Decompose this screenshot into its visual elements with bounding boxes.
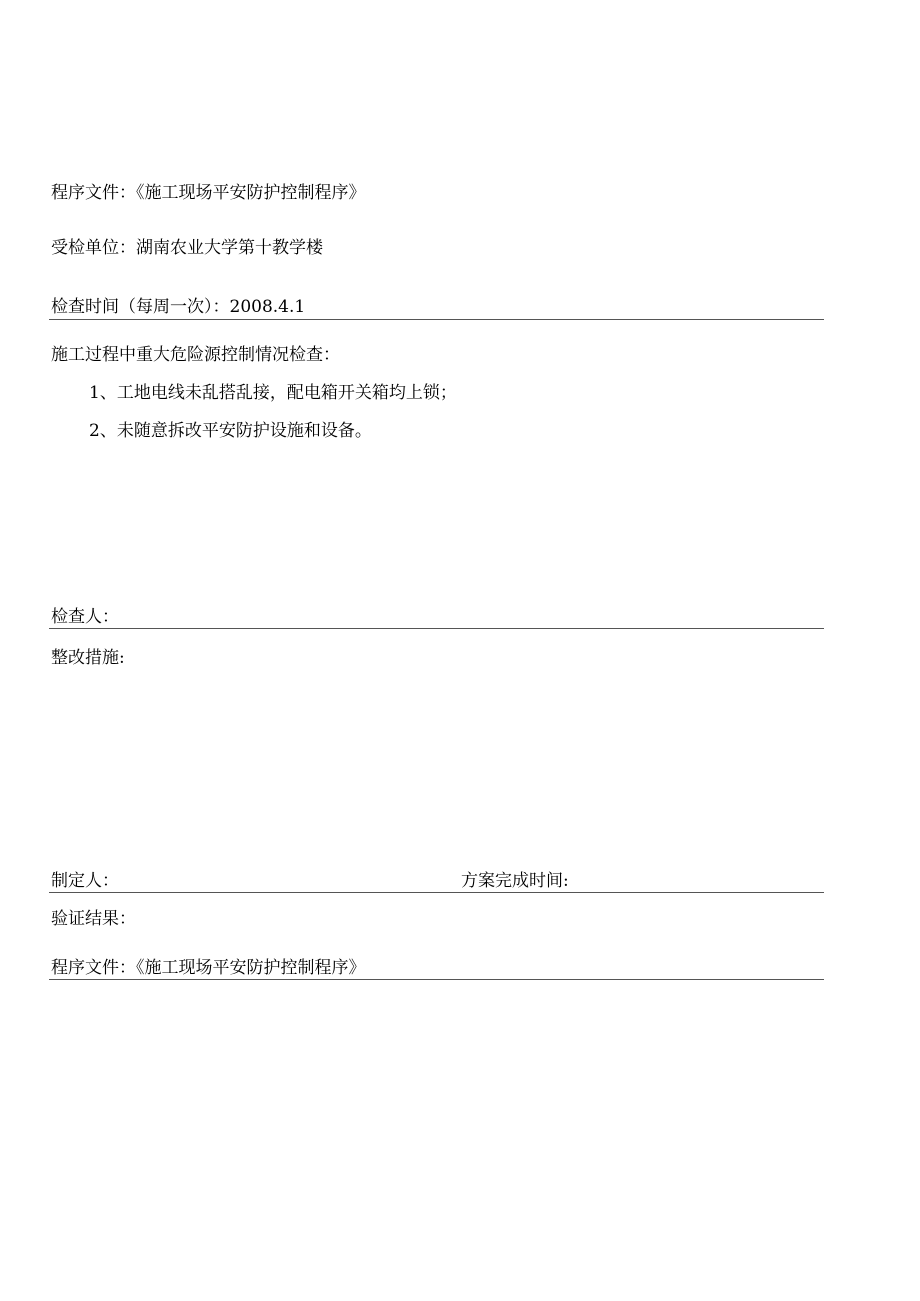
inspection-time: 检查时间（每周一次）：2008.4.1 <box>51 297 306 317</box>
divider <box>49 892 824 893</box>
program-file-header: 程序文件：《施工现场平安防护控制程序》 <box>51 183 366 203</box>
program-file-footer: 程序文件：《施工现场平安防护控制程序》 <box>51 958 366 978</box>
divider <box>49 319 824 320</box>
inspection-heading: 施工过程中重大危险源控制情况检查： <box>51 345 340 365</box>
rectification-label: 整改措施: <box>51 648 125 668</box>
divider <box>49 628 824 629</box>
divider <box>49 979 824 980</box>
verification-label: 验证结果： <box>51 909 136 929</box>
completion-time-label: 方案完成时间: <box>461 871 569 891</box>
inspector-label: 检查人： <box>51 607 119 627</box>
inspected-unit: 受检单位：湖南农业大学第十教学楼 <box>51 238 323 258</box>
inspection-item: 1、工地电线未乱搭乱接，配电箱开关箱均上锁； <box>89 383 457 403</box>
maker-label: 制定人： <box>51 871 119 891</box>
inspection-item: 2、未随意拆改平安防护设施和设备。 <box>89 421 372 441</box>
